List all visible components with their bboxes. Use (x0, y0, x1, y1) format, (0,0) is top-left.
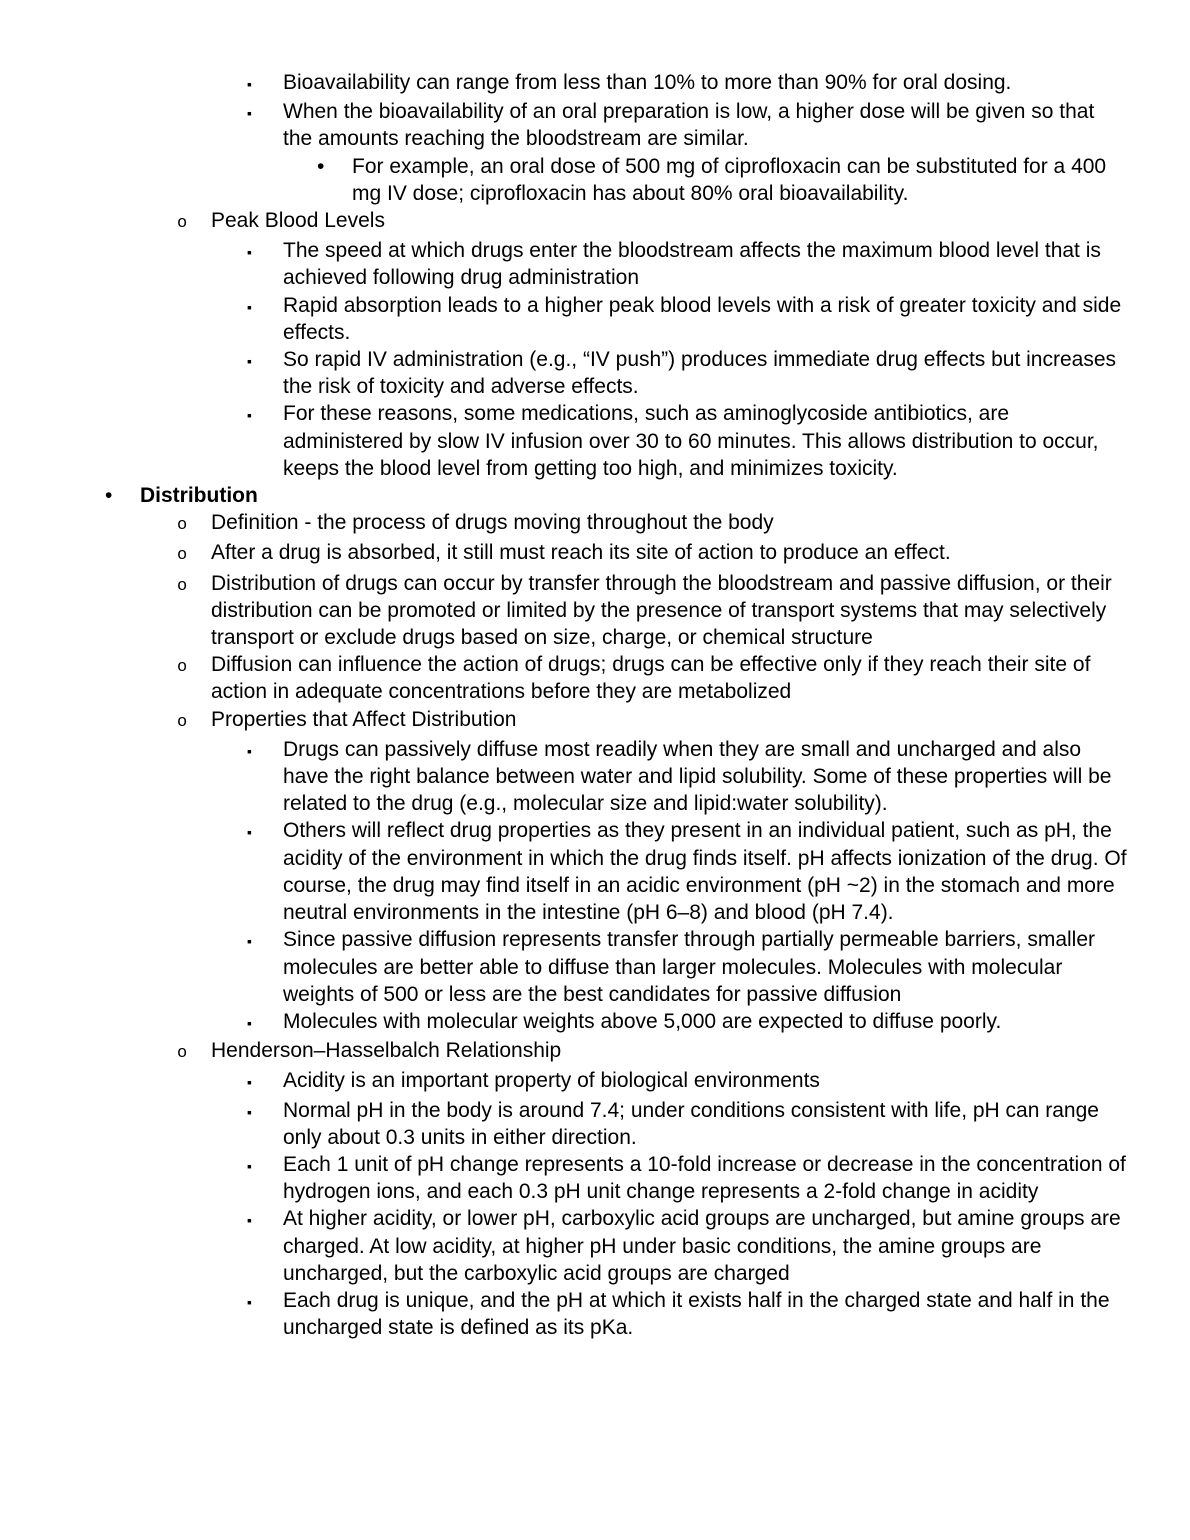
list-item-text: Rapid absorption leads to a higher peak blood levels with a risk of greater toxicity and side effects. (283, 293, 1122, 344)
square-bullet-icon: ▪ (247, 933, 252, 950)
list-item (0, 1037, 1128, 1067)
square-bullet-icon: ▪ (247, 407, 252, 424)
circle-bullet-icon: o (177, 516, 188, 536)
list-item-text: Definition - the process of drugs moving throughout the body (211, 511, 774, 535)
list-item-text: Normal pH in the body is around 7.4; under conditions consistent with life, pH can range only about 0.3 units in either direction. (283, 1098, 1099, 1149)
square-bullet-icon: ▪ (247, 1103, 252, 1120)
disc-bullet-icon: • (105, 484, 113, 508)
list-item-text: Others will reflect drug properties as they present in an individual patient, such as pH, the acidity of the environment in which the drug finds itself. pH affects ionization of the drug. Of course, the drug may find itself in an acidic environment (pH ~2) in the stomach and more neutral environments in the intestine (pH 6–8) and blood (pH 7.4). (283, 819, 1127, 925)
square-bullet-icon: ▪ (247, 105, 252, 122)
list-item (0, 400, 1128, 482)
list-item-text: So rapid IV administration (e.g., “IV push”) produces immediate drug effects but increases the risk of toxicity and adverse effects. (283, 348, 1117, 399)
disc-bullet-icon: • (317, 154, 325, 178)
list-item (0, 346, 1128, 400)
list-item (0, 153, 1128, 207)
list-item-text: When the bioavailability of an oral preparation is low, a higher dose will be given so that the amounts reaching the bloodstream are similar. (283, 100, 1095, 151)
list-item-text: Molecules with molecular weights above 5,000 are expected to diffuse poorly. (283, 1009, 1002, 1033)
list-item (0, 237, 1128, 291)
circle-bullet-icon: o (177, 1044, 188, 1064)
list-item (0, 292, 1128, 346)
square-bullet-icon: ▪ (247, 244, 252, 261)
list-item (0, 1205, 1128, 1287)
list-item-text: Bioavailability can range from less than 10% to more than 90% for oral dosing. (283, 71, 1012, 94)
list-item (0, 1287, 1128, 1341)
list-item (0, 207, 1128, 237)
square-bullet-icon: ▪ (247, 353, 252, 370)
square-bullet-icon: ▪ (247, 742, 252, 759)
list-item (0, 706, 1128, 736)
list-item (0, 926, 1128, 1008)
circle-bullet-icon: o (177, 712, 188, 732)
circle-bullet-icon: o (177, 214, 188, 234)
square-bullet-icon: ▪ (247, 1014, 252, 1031)
list-item-text: Distribution (140, 484, 258, 508)
list-item-text: Each drug is unique, and the pH at which it exists half in the charged state and half in the uncharged state is defined as its pKa. (283, 1288, 1110, 1340)
square-bullet-icon: ▪ (247, 1074, 252, 1091)
list-item-text: Distribution of drugs can occur by transfer through the bloodstream and passive diffusion, or their distribution can be promoted or limited by the presence of transport systems that may selectively transport or exclude drugs based on size, charge, or chemical structure (211, 571, 1112, 650)
square-bullet-icon: ▪ (247, 76, 252, 92)
list-item-text: After a drug is absorbed, it still must reach its site of action to produce an effect. (211, 541, 951, 565)
circle-bullet-icon: o (177, 546, 188, 566)
list-item-text: Since passive diffusion represents transfer through partially permeable barriers, smaller molecules are better able to diffuse than larger molecules. Molecules with molecular weights of 500 or less are the best candidates for passive diffusion (283, 928, 1095, 1006)
list-item (0, 651, 1128, 705)
list-item (0, 98, 1128, 152)
list-item (0, 69, 1128, 98)
list-item (0, 1097, 1128, 1151)
list-item-text: Properties that Affect Distribution (211, 707, 517, 731)
square-bullet-icon: ▪ (247, 1293, 252, 1310)
list-item-text: Acidity is an important property of biological environments (283, 1069, 820, 1093)
bullet-list (0, 69, 1128, 1341)
list-item-text: For example, an oral dose of 500 mg of ciprofloxacin can be substituted for a 400 mg IV dose; ciprofloxacin has about 80% oral bioavailability. (352, 154, 1107, 205)
list-item (0, 509, 1128, 539)
square-bullet-icon: ▪ (247, 1157, 252, 1174)
list-item (0, 1008, 1128, 1037)
list-item-text: Drugs can passively diffuse most readily when they are small and uncharged and also have the right balance between water and lipid solubility. Some of these properties will be related to the drug (e.g., molecular size and lipid:water solubility). (283, 737, 1112, 816)
list-item (0, 570, 1128, 652)
circle-bullet-icon: o (177, 576, 188, 596)
list-item-text: Peak Blood Levels (211, 209, 385, 233)
list-item-text: For these reasons, some medications, such as aminoglycoside antibiotics, are administered by slow IV infusion over 30 to 60 minutes. This allows distribution to occur, keeps the blood level from getting too high, and minimizes toxicity. (283, 402, 1099, 480)
list-item-text: Henderson–Hasselbalch Relationship (211, 1039, 562, 1063)
list-item (0, 482, 1128, 509)
list-item-text: Diffusion can influence the action of drugs; drugs can be effective only if they reach their site of action in adequate concentrations before they are metabolized (211, 653, 1091, 704)
list-item (0, 817, 1128, 926)
list-item-text: The speed at which drugs enter the bloodstream affects the maximum blood level that is achieved following drug administration (283, 239, 1101, 290)
list-item (0, 1067, 1128, 1096)
list-item-text: At higher acidity, or lower pH, carboxylic acid groups are uncharged, but amine groups are charged. At low acidity, at higher pH under basic conditions, the amine groups are uncharged, but the carboxylic acid groups are charged (283, 1207, 1121, 1285)
list-item (0, 1151, 1128, 1205)
square-bullet-icon: ▪ (247, 298, 252, 315)
square-bullet-icon: ▪ (247, 824, 252, 841)
list-item-text: Each 1 unit of pH change represents a 10-fold increase or decrease in the concentration of hydrogen ions, and each 0.3 pH unit change represents a 2-fold change in acidity (283, 1152, 1126, 1204)
list-item (0, 539, 1128, 569)
square-bullet-icon: ▪ (247, 1212, 252, 1229)
list-item (0, 736, 1128, 818)
circle-bullet-icon: o (177, 658, 188, 678)
